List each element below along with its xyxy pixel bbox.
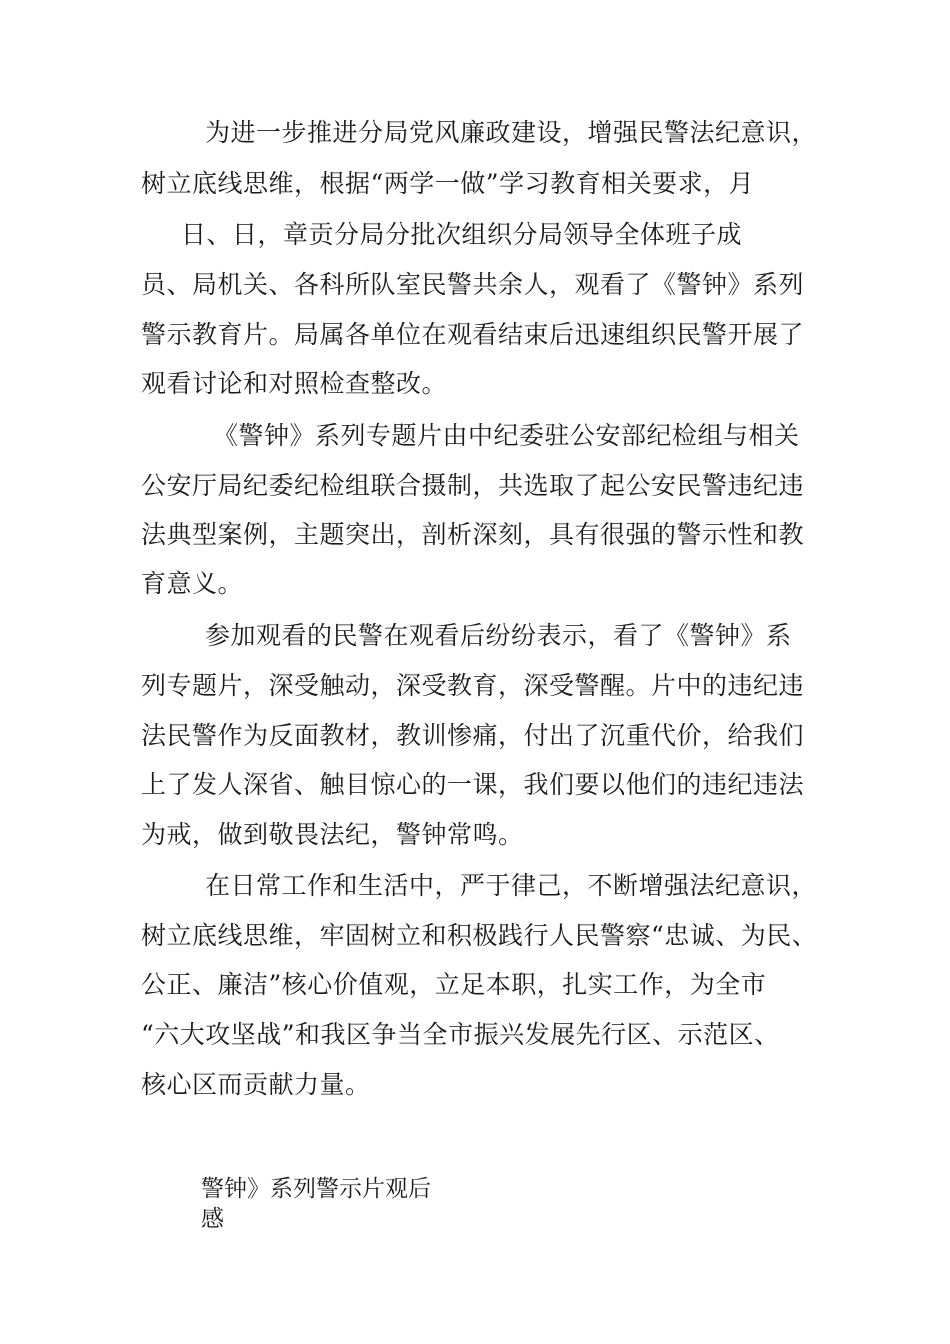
footer-title-line-2: 感 bbox=[201, 1206, 224, 1232]
paragraph-line: 公正、廉洁”核心价值观，立足本职，扎实工作，为全市 bbox=[141, 970, 767, 999]
paragraph-line: 法民警作为反面教材，教训惨痛，付出了沉重代价，给我们 bbox=[141, 721, 805, 750]
paragraph-line: 观看讨论和对照检查整改。 bbox=[141, 369, 448, 398]
paragraph-line: “六大攻坚战”和我区争当全市振兴发展先行区、示范区、 bbox=[141, 1020, 780, 1049]
paragraph-line: 核心区而贡献力量。 bbox=[141, 1070, 371, 1099]
paragraph-line: 在日常工作和生活中，严于律己，不断增强法纪意识， bbox=[205, 871, 818, 900]
paragraph-line: 公安厅局纪委纪检组联合摄制，共选取了起公安民警违纪违 bbox=[141, 471, 805, 500]
paragraph-line: 参加观看的民警在观看后纷纷表示，看了《警钟》系 bbox=[205, 621, 792, 650]
paragraph-line: 列专题片，深受触动，深受教育，深受警醒。片中的违纪违 bbox=[141, 671, 805, 700]
paragraph-line: 法典型案例，主题突出，剖析深刻，具有很强的警示性和教 bbox=[141, 520, 805, 549]
paragraph-line: 树立底线思维，牢固树立和积极践行人民警察“忠诚、为民、 bbox=[141, 921, 818, 950]
paragraph-line: 日、日，章贡分局分批次组织分局领导全体班子成 bbox=[181, 220, 743, 249]
footer-title-line-1: 警钟》系列警示片观后 bbox=[201, 1176, 431, 1202]
paragraph-line: 《警钟》系列专题片由中纪委驻公安部纪检组与相关 bbox=[213, 421, 800, 450]
paragraph-line: 员、局机关、各科所队室民警共余人，观看了《警钟》系列 bbox=[141, 270, 805, 299]
paragraph-line: 上了发人深省、触目惊心的一课，我们要以他们的违纪违法 bbox=[141, 770, 805, 799]
paragraph-line: 为戒，做到敬畏法纪，警钟常鸣。 bbox=[141, 820, 524, 849]
paragraph-line: 为进一步推进分局党风廉政建设，增强民警法纪意识， bbox=[205, 118, 818, 147]
paragraph-line: 育意义。 bbox=[141, 569, 244, 598]
paragraph-line: 树立底线思维，根据“两学一做”学习教育相关要求，月 bbox=[141, 169, 755, 198]
paragraph-line: 警示教育片。局属各单位在观看结束后迅速组织民警开展了 bbox=[141, 320, 805, 349]
